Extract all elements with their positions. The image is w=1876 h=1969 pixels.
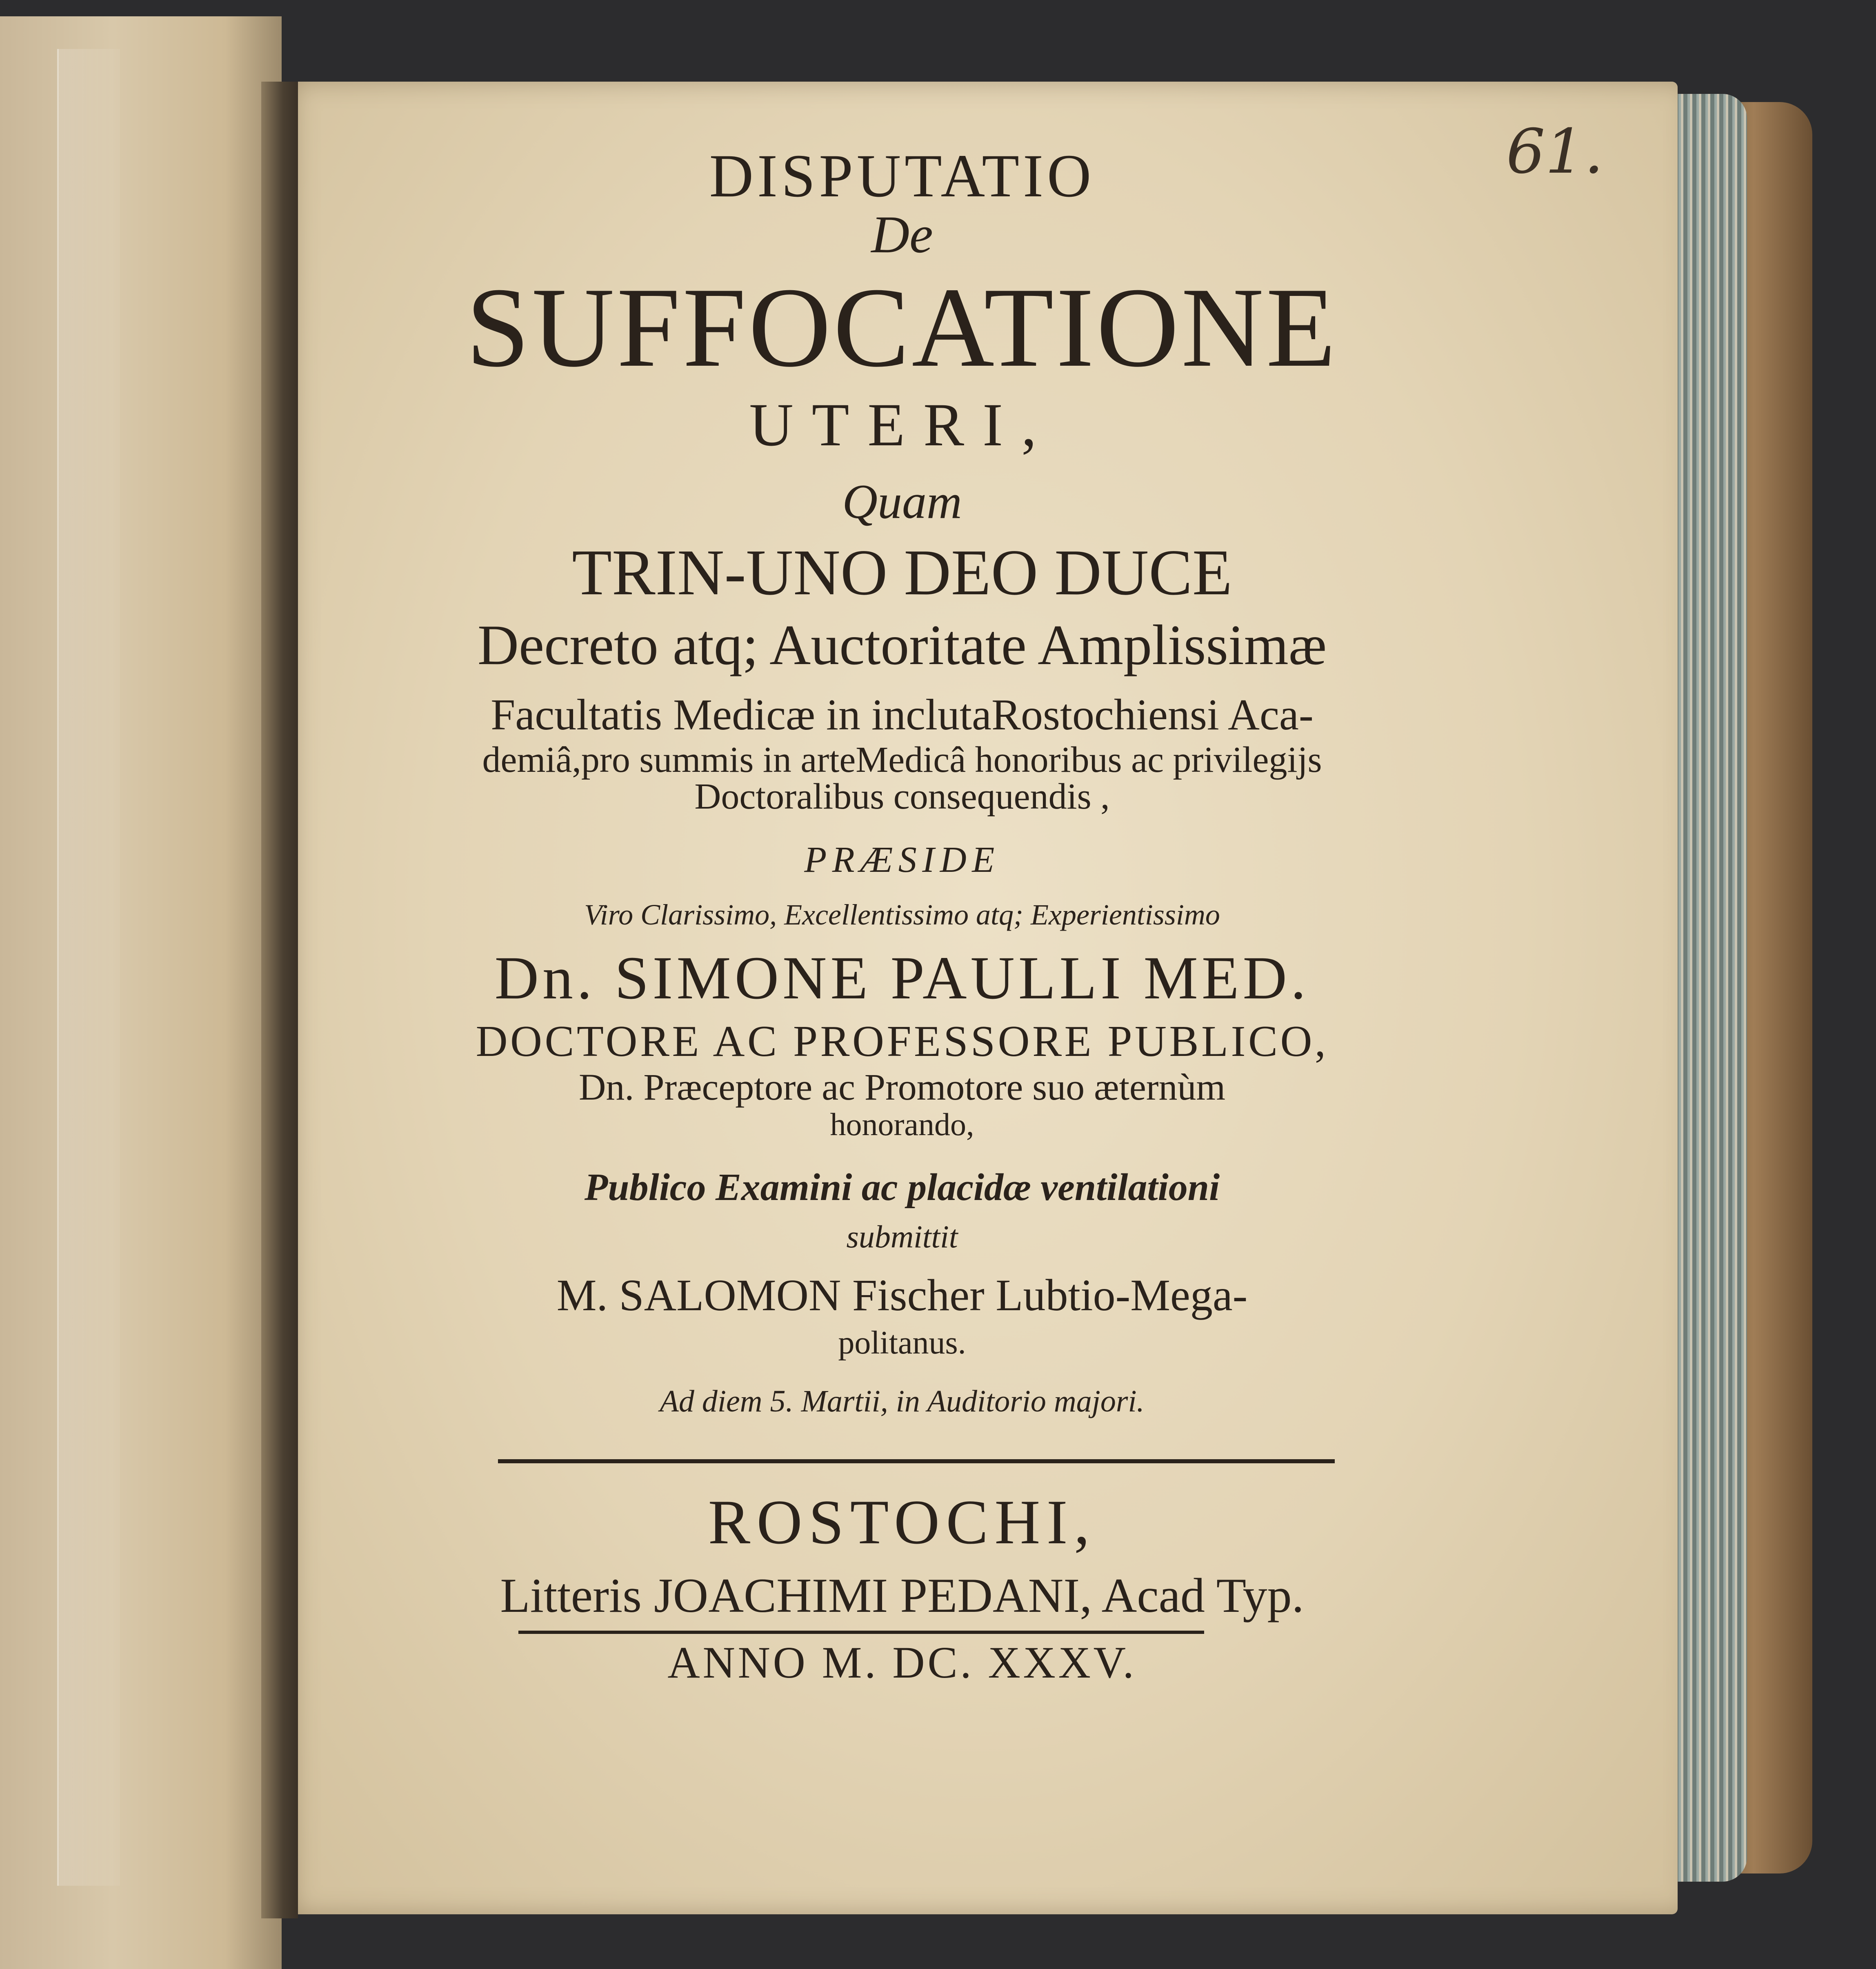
title-line-politanus: politanus.: [838, 1325, 966, 1361]
title-line-viro: Viro Clarissimo, Excellentissimo atq; Experientissimo: [584, 898, 1220, 931]
title-line-simone-paulli: Dn. SIMONE PAULLI MED.: [494, 944, 1310, 1012]
title-line-doctoralibus: Doctoralibus consequendis ,: [694, 776, 1110, 817]
title-line-disputatio: DISPUTATIO: [709, 142, 1095, 210]
title-line-praeside: PRÆSIDE: [804, 840, 1000, 880]
imprint-underline: [518, 1631, 1204, 1634]
title-line-academia: demiâ,pro summis in arteMedicâ honoribus ac privilegijs: [482, 740, 1322, 780]
title-line-decreto: Decreto atq; Auctoritate Amplissimæ: [477, 613, 1327, 677]
imprint-year: ANNO M. DC. XXXV.: [667, 1638, 1137, 1687]
title-line-salomon-fischer: M. SALOMON Fischer Lubtio-Mega-: [556, 1270, 1248, 1320]
book-gutter: [261, 82, 298, 1918]
horizontal-rule: [498, 1459, 1335, 1463]
title-line-praeceptore: Dn. Præceptore ac Promotore suo æternùm: [578, 1066, 1226, 1108]
imprint-printer: Litteris JOACHIMI PEDANI, Acad Typ.: [500, 1568, 1304, 1622]
title-line-quam: Quam: [842, 474, 962, 529]
title-line-doctore: DOCTORE AC PROFESSORE PUBLICO,: [476, 1017, 1329, 1066]
title-line-uteri: UTERI,: [749, 391, 1055, 459]
title-line-submittit: submittit: [846, 1219, 958, 1254]
title-line-suffocatione: SUFFOCATIONE: [466, 264, 1338, 391]
title-line-de: De: [871, 205, 933, 264]
left-page: [0, 16, 282, 1969]
title-line-trin-uno: TRIN-UNO DEO DUCE: [572, 536, 1232, 609]
title-line-publico-examini: Publico Examini ac placidæ ventilationi: [584, 1166, 1220, 1209]
imprint-rostochi: ROSTOCHI,: [708, 1487, 1096, 1557]
title-line-ad-diem: Ad diem 5. Martii, in Auditorio majori.: [660, 1384, 1145, 1418]
folio-number: 61.: [1506, 116, 1604, 187]
title-line-facultatis: Facultatis Medicæ in inclutaRostochiensi Aca-: [491, 691, 1314, 739]
title-line-honorando: honorando,: [830, 1107, 974, 1142]
left-page-edge: [57, 49, 120, 1886]
page-block-edges: [1665, 94, 1747, 1882]
